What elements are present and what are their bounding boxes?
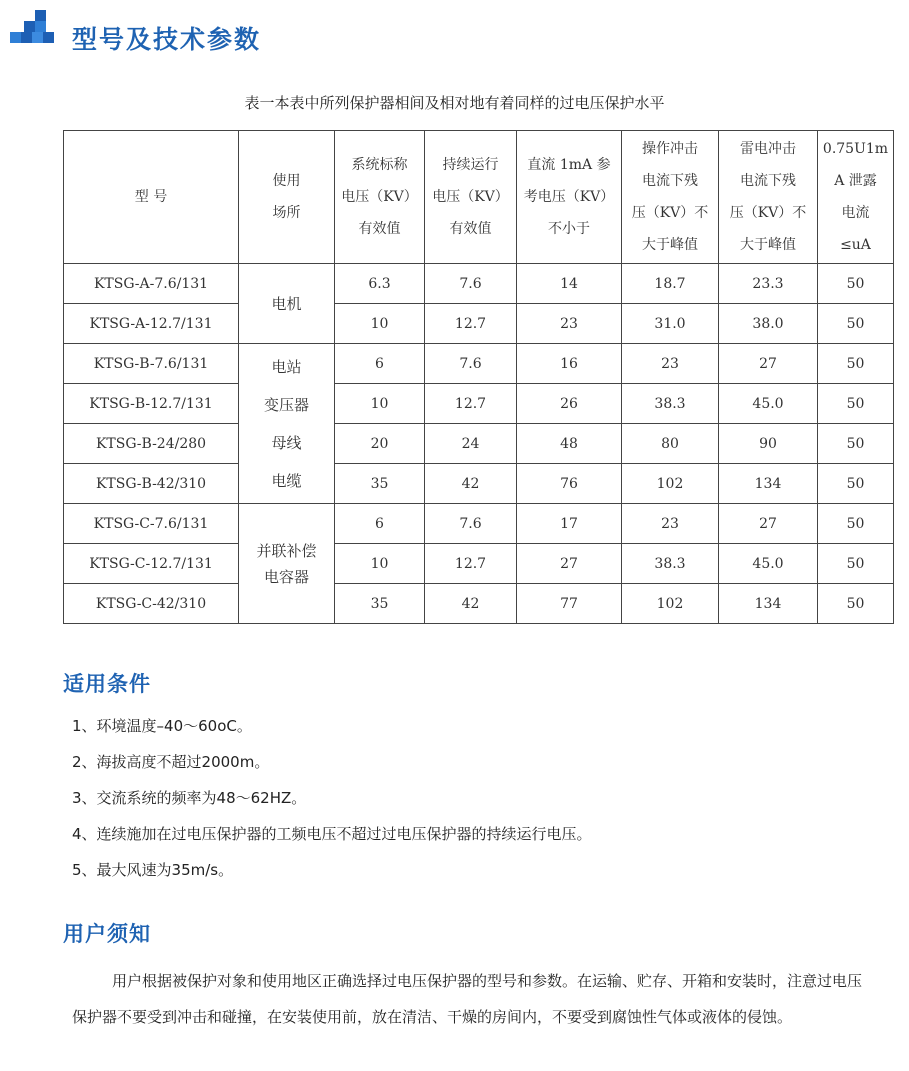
- cell-leakage: 50: [818, 264, 894, 304]
- cell-dc: 14: [517, 264, 622, 304]
- table-row: [64, 264, 894, 304]
- cell-rated: 6: [335, 344, 425, 384]
- cell-lightning: 27: [719, 504, 818, 544]
- table-header-row: [64, 131, 894, 264]
- cell-lightning: 27: [719, 344, 818, 384]
- cell-switching: 18.7: [622, 264, 719, 304]
- cell-lightning: 23.3: [719, 264, 818, 304]
- cell-lightning: 134: [719, 464, 818, 504]
- cell-continuous: 7.6: [425, 344, 517, 384]
- cell-switching: 102: [622, 464, 719, 504]
- cell-dc: 48: [517, 424, 622, 464]
- cell-continuous: 42: [425, 464, 517, 504]
- cell-model: KTSG-B-24/280: [64, 424, 239, 464]
- blue-squares-logo-icon: [10, 10, 54, 54]
- cell-switching: 23: [622, 344, 719, 384]
- page-title: 型号及技术参数: [72, 25, 262, 54]
- cell-lightning: 45.0: [719, 544, 818, 584]
- cell-continuous: 7.6: [425, 264, 517, 304]
- cell-model: KTSG-C-42/310: [64, 584, 239, 624]
- cell-continuous: 7.6: [425, 504, 517, 544]
- cell-model: KTSG-C-12.7/131: [64, 544, 239, 584]
- cell-dc: 27: [517, 544, 622, 584]
- cell-dc: 77: [517, 584, 622, 624]
- notice-title: 用户须知: [63, 922, 151, 946]
- header-dc-reference: 直流 1mA 参 考电压（KV） 不小于: [517, 131, 622, 264]
- list-item: 1、环境温度–40～60oC。: [72, 717, 252, 735]
- cell-switching: 38.3: [622, 544, 719, 584]
- cell-rated: 6.3: [335, 264, 425, 304]
- list-item: 5、最大风速为35m/s。: [72, 861, 234, 879]
- header-place: 使用 场所: [239, 131, 335, 264]
- cell-rated: 10: [335, 544, 425, 584]
- cell-switching: 31.0: [622, 304, 719, 344]
- header-model: 型 号: [64, 131, 239, 264]
- cell-leakage: 50: [818, 584, 894, 624]
- header-lightning-residual: 雷电冲击 电流下残 压（KV）不 大于峰值: [719, 131, 818, 264]
- cell-place-motor: 电机: [239, 264, 335, 344]
- cell-lightning: 38.0: [719, 304, 818, 344]
- cell-continuous: 12.7: [425, 544, 517, 584]
- cell-dc: 23: [517, 304, 622, 344]
- list-item: 2、海拔高度不超过2000m。: [72, 753, 270, 771]
- table-row: [64, 504, 894, 544]
- cell-leakage: 50: [818, 464, 894, 504]
- cell-rated: 20: [335, 424, 425, 464]
- cell-rated: 6: [335, 504, 425, 544]
- table-row: [64, 464, 894, 504]
- cell-continuous: 42: [425, 584, 517, 624]
- page-header: [10, 10, 890, 54]
- cell-leakage: 50: [818, 424, 894, 464]
- list-item: 3、交流系统的频率为48～62HZ。: [72, 789, 307, 807]
- cell-rated: 35: [335, 464, 425, 504]
- cell-model: KTSG-C-7.6/131: [64, 504, 239, 544]
- table-row: [64, 544, 894, 584]
- cell-leakage: 50: [818, 384, 894, 424]
- cell-dc: 16: [517, 344, 622, 384]
- header-continuous-voltage: 持续运行 电压（KV） 有效值: [425, 131, 517, 264]
- notice-text: 用户根据被保护对象和使用地区正确选择过电压保护器的型号和参数。在运输、贮存、开箱和安装时，注意过电压保护器不要受到冲击和碰撞，在安装使用前，放在清洁、干燥的房间内，不要受到腐蚀性气体或液体的侵蚀。: [72, 972, 863, 1026]
- conditions-list: [72, 712, 592, 892]
- table-row: [64, 304, 894, 344]
- header-switching-residual: 操作冲击 电流下残 压（KV）不 大于峰值: [622, 131, 719, 264]
- conditions-title: 适用条件: [63, 672, 151, 696]
- cell-leakage: 50: [818, 304, 894, 344]
- table-caption: 表一本表中所列保护器相间及相对地有着同样的过电压保护水平: [244, 94, 665, 112]
- header-rated-voltage: 系统标称 电压（KV） 有效值: [335, 131, 425, 264]
- cell-switching: 80: [622, 424, 719, 464]
- table-row: [64, 424, 894, 464]
- cell-switching: 38.3: [622, 384, 719, 424]
- cell-place-capacitor: 并联补偿 电容器: [239, 504, 335, 624]
- cell-model: KTSG-A-12.7/131: [64, 304, 239, 344]
- table-row: [64, 584, 894, 624]
- cell-leakage: 50: [818, 544, 894, 584]
- cell-dc: 76: [517, 464, 622, 504]
- cell-lightning: 45.0: [719, 384, 818, 424]
- cell-continuous: 12.7: [425, 304, 517, 344]
- cell-rated: 10: [335, 384, 425, 424]
- cell-continuous: 24: [425, 424, 517, 464]
- cell-lightning: 90: [719, 424, 818, 464]
- cell-lightning: 134: [719, 584, 818, 624]
- cell-model: KTSG-A-7.6/131: [64, 264, 239, 304]
- cell-rated: 35: [335, 584, 425, 624]
- cell-dc: 17: [517, 504, 622, 544]
- cell-leakage: 50: [818, 504, 894, 544]
- spec-table: [63, 130, 894, 624]
- header-leakage: 0.75U1m A 泄露 电流 ≤uA: [818, 131, 894, 264]
- cell-continuous: 12.7: [425, 384, 517, 424]
- cell-model: KTSG-B-12.7/131: [64, 384, 239, 424]
- table-row: [64, 384, 894, 424]
- cell-switching: 102: [622, 584, 719, 624]
- cell-leakage: 50: [818, 344, 894, 384]
- cell-rated: 10: [335, 304, 425, 344]
- table-row: [64, 344, 894, 384]
- list-item: 4、连续施加在过电压保护器的工频电压不超过过电压保护器的持续运行电压。: [72, 825, 592, 843]
- cell-switching: 23: [622, 504, 719, 544]
- cell-model: KTSG-B-7.6/131: [64, 344, 239, 384]
- cell-place-station: 电站 变压器 母线 电缆: [239, 344, 335, 504]
- cell-dc: 26: [517, 384, 622, 424]
- cell-model: KTSG-B-42/310: [64, 464, 239, 504]
